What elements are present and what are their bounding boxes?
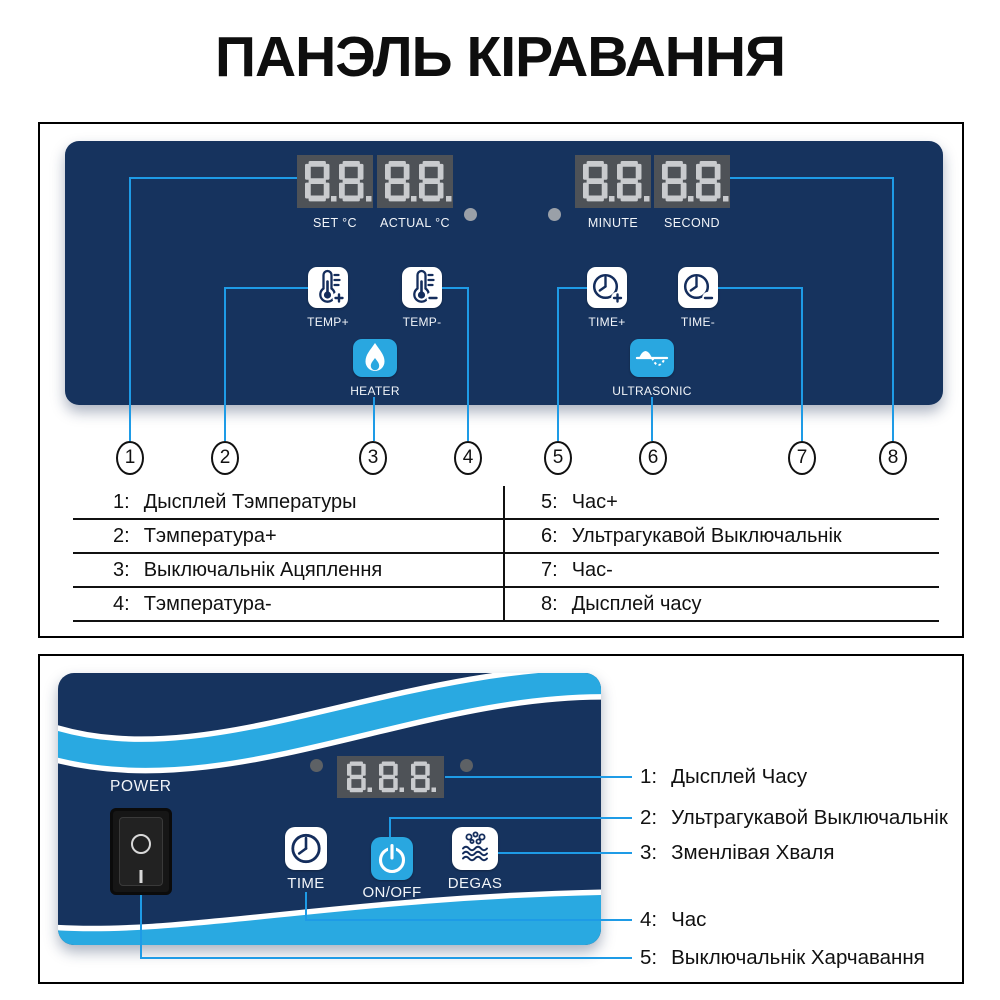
bottom-callout-num-2: 2: (640, 806, 658, 829)
second-label: SECOND (664, 216, 720, 230)
legend-label-7: Час- (571, 558, 613, 581)
time-label: TIME (287, 875, 325, 892)
set-temp-display (297, 155, 373, 208)
timer-display (337, 756, 444, 798)
legend-table (73, 486, 939, 622)
timer-led-left (310, 759, 323, 772)
temp-plus-button[interactable] (308, 267, 348, 308)
clock-minus-icon (678, 267, 718, 308)
legend-num-3: 3: (113, 558, 130, 581)
bottom-callout-num-4: 4: (640, 908, 658, 931)
legend-num-7: 7: (541, 558, 558, 581)
onoff-button[interactable] (371, 837, 413, 880)
bottom-callout-label-3: Зменлівая Хваля (671, 841, 835, 864)
timer-led-right (460, 759, 473, 772)
power-icon (371, 837, 413, 880)
thermometer-plus-icon (308, 267, 348, 308)
bottom-callout-5 (640, 945, 925, 971)
callout-circle-3: 3 (359, 441, 387, 475)
flame-icon (353, 339, 397, 377)
heater-button[interactable] (353, 339, 397, 377)
bottom-callout-num-5: 5: (640, 946, 658, 969)
time-minus-button[interactable] (678, 267, 718, 308)
legend-num-6: 6: (541, 524, 558, 547)
legend-num-2: 2: (113, 524, 130, 547)
legend-row-2 (73, 520, 939, 554)
degas-button[interactable] (452, 827, 498, 870)
top-control-panel (65, 141, 943, 405)
bottom-callout-num-3: 3: (640, 841, 658, 864)
callout-circle-8: 8 (879, 441, 907, 475)
legend-row-4 (73, 588, 939, 622)
legend-label-1: Дысплей Тэмпературы (143, 490, 357, 513)
bottom-callout-label-1: Дысплей Часу (671, 765, 808, 788)
sine-wave-icon (630, 339, 674, 377)
bottom-callout-1 (640, 764, 807, 790)
legend-label-5: Час+ (571, 490, 618, 513)
legend-num-8: 8: (541, 592, 558, 615)
bottom-callout-num-1: 1: (640, 765, 658, 788)
temp-plus-label: TEMP+ (307, 315, 349, 329)
actual-temp-display (377, 155, 453, 208)
thermometer-minus-icon (402, 267, 442, 308)
minute-display (575, 155, 651, 208)
set-temp-label: SET °C (313, 216, 357, 230)
onoff-label: ON/OFF (362, 884, 422, 901)
ultrasonic-button[interactable] (630, 339, 674, 377)
rocker (119, 817, 163, 886)
minute-label: MINUTE (587, 216, 639, 230)
time-button[interactable] (285, 827, 327, 870)
power-rocker-switch[interactable] (110, 808, 172, 895)
time-plus-label: TIME+ (588, 315, 626, 329)
temp-minus-label: TEMP- (402, 315, 442, 329)
callout-circle-6: 6 (639, 441, 667, 475)
time-indicator-led (548, 208, 561, 221)
callout-circle-1: 1 (116, 441, 144, 475)
heater-label: HEATER (350, 384, 400, 398)
legend-num-1: 1: (113, 490, 130, 513)
degas-label: DEGAS (447, 875, 503, 892)
bottom-callout-3 (640, 840, 834, 866)
bubbles-waves-icon (452, 827, 498, 870)
ultrasonic-label: ULTRASONIC (612, 384, 692, 398)
time-plus-button[interactable] (587, 267, 627, 308)
clock-plus-icon (587, 267, 627, 308)
bottom-callout-2 (640, 805, 948, 831)
bottom-callout-label-5: Выключальнік Харчавання (671, 946, 925, 969)
callout-circle-7: 7 (788, 441, 816, 475)
bottom-callout-4 (640, 907, 706, 933)
legend-label-4: Тэмпература- (143, 592, 272, 615)
power-label: POWER (110, 778, 172, 795)
legend-label-6: Ультрагукавой Выключальнік (571, 524, 842, 547)
legend-label-3: Выключальнік Ацяплення (143, 558, 383, 581)
clock-icon (285, 827, 327, 870)
temp-minus-button[interactable] (402, 267, 442, 308)
time-minus-label: TIME- (680, 315, 716, 329)
second-display (654, 155, 730, 208)
legend-num-5: 5: (541, 490, 558, 513)
power-off-symbol (131, 834, 151, 854)
legend-label-2: Тэмпература+ (143, 524, 277, 547)
callout-circle-2: 2 (211, 441, 239, 475)
legend-num-4: 4: (113, 592, 130, 615)
legend-row-1 (73, 486, 939, 520)
bottom-callout-label-2: Ультрагукавой Выключальнік (671, 806, 948, 829)
callout-circle-5: 5 (544, 441, 572, 475)
page-title: ПАНЭЛЬ КІРАВАННЯ (214, 25, 786, 89)
legend-row-3 (73, 554, 939, 588)
actual-temp-label: ACTUAL °C (380, 216, 450, 230)
power-on-symbol (140, 870, 143, 883)
temp-indicator-led (464, 208, 477, 221)
legend-label-8: Дысплей часу (571, 592, 702, 615)
bottom-callout-label-4: Час (671, 908, 707, 931)
callout-circle-4: 4 (454, 441, 482, 475)
